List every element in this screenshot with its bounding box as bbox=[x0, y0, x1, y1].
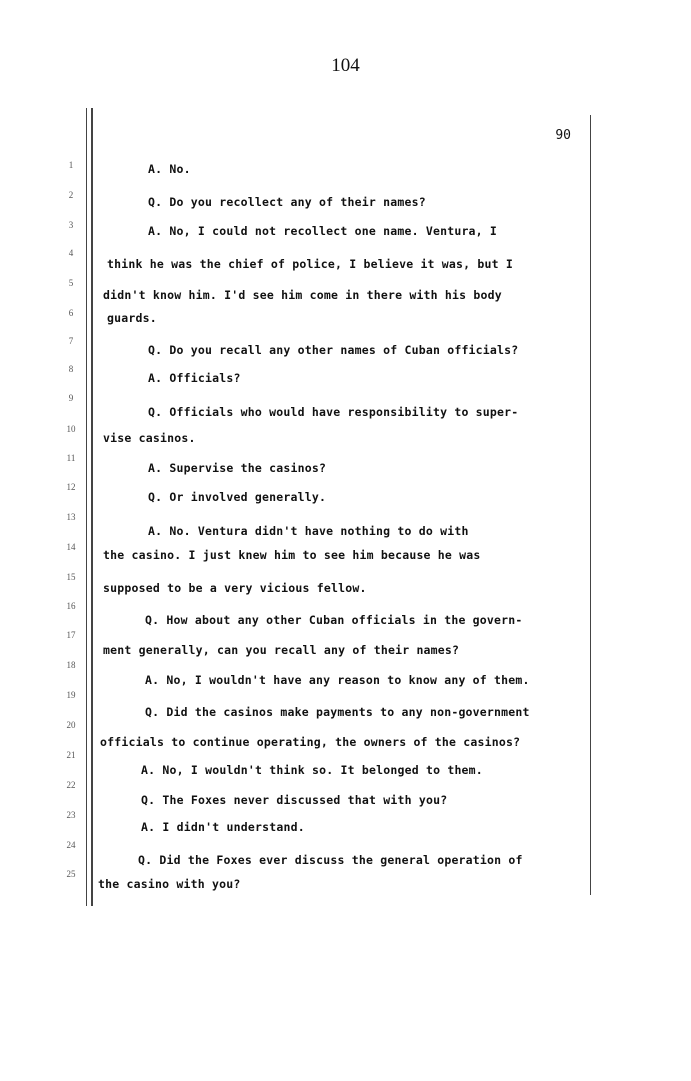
transcript-line: A. No. bbox=[148, 162, 191, 176]
transcript-line: guards. bbox=[107, 311, 157, 325]
line-number: 5 bbox=[68, 278, 74, 288]
line-number: 19 bbox=[66, 690, 76, 700]
line-number: 6 bbox=[68, 308, 74, 318]
line-number: 24 bbox=[66, 840, 76, 850]
transcript-line: Q. How about any other Cuban officials in the govern- bbox=[145, 613, 523, 627]
line-number: 16 bbox=[66, 601, 76, 611]
transcript-line: officials to continue operating, the owners of the casinos? bbox=[100, 735, 521, 749]
transcript-page-number: 90 bbox=[555, 128, 571, 143]
transcript-line: A. I didn't understand. bbox=[141, 820, 305, 834]
left-margin-rule-inner bbox=[91, 108, 93, 906]
line-number: 15 bbox=[66, 572, 76, 582]
line-number: 9 bbox=[68, 393, 74, 403]
transcript-line: think he was the chief of police, I believe it was, but I bbox=[107, 257, 514, 271]
line-number: 11 bbox=[66, 453, 76, 463]
transcript-line: the casino. I just knew him to see him because he was bbox=[103, 548, 481, 562]
transcript-line: Q. The Foxes never discussed that with you? bbox=[141, 793, 448, 807]
line-number: 18 bbox=[66, 660, 76, 670]
line-number: 3 bbox=[68, 220, 74, 230]
line-number: 12 bbox=[66, 482, 76, 492]
line-number: 21 bbox=[66, 750, 76, 760]
transcript-line: A. No. Ventura didn't have nothing to do with bbox=[148, 524, 469, 538]
transcript-line: Q. Do you recollect any of their names? bbox=[148, 195, 426, 209]
transcript-line: A. Officials? bbox=[148, 371, 241, 385]
left-margin-rule-outer bbox=[86, 108, 87, 906]
transcript-line: the casino with you? bbox=[98, 877, 241, 891]
line-number: 22 bbox=[66, 780, 76, 790]
transcript-line: vise casinos. bbox=[103, 431, 196, 445]
line-number: 10 bbox=[66, 424, 76, 434]
transcript-line: A. No, I wouldn't think so. It belonged to them. bbox=[141, 763, 483, 777]
transcript-line: Q. Officials who would have responsibility to super- bbox=[148, 405, 519, 419]
line-number: 2 bbox=[68, 190, 74, 200]
transcript-line: Q. Do you recall any other names of Cuban officials? bbox=[148, 343, 519, 357]
right-margin-rule bbox=[590, 115, 591, 895]
line-number: 17 bbox=[66, 630, 76, 640]
line-number: 1 bbox=[68, 160, 74, 170]
transcript-line: Q. Or involved generally. bbox=[148, 490, 327, 504]
page-number: 104 bbox=[331, 55, 360, 76]
transcript-line: Q. Did the casinos make payments to any non-government bbox=[145, 705, 530, 719]
line-number: 25 bbox=[66, 869, 76, 879]
transcript-line: ment generally, can you recall any of their names? bbox=[103, 643, 460, 657]
transcript-line: Q. Did the Foxes ever discuss the general operation of bbox=[138, 853, 523, 867]
line-number: 4 bbox=[68, 248, 74, 258]
transcript-line: A. Supervise the casinos? bbox=[148, 461, 327, 475]
transcript-line: A. No, I wouldn't have any reason to know any of them. bbox=[145, 673, 530, 687]
line-number: 20 bbox=[66, 720, 76, 730]
transcript-line: A. No, I could not recollect one name. Ventura, I bbox=[148, 224, 498, 238]
line-number: 7 bbox=[68, 336, 74, 346]
line-number: 8 bbox=[68, 364, 74, 374]
line-number: 13 bbox=[66, 512, 76, 522]
transcript-line: supposed to be a very vicious fellow. bbox=[103, 581, 367, 595]
line-number: 14 bbox=[66, 542, 76, 552]
transcript-line: didn't know him. I'd see him come in there with his body bbox=[103, 288, 502, 302]
line-number: 23 bbox=[66, 810, 76, 820]
